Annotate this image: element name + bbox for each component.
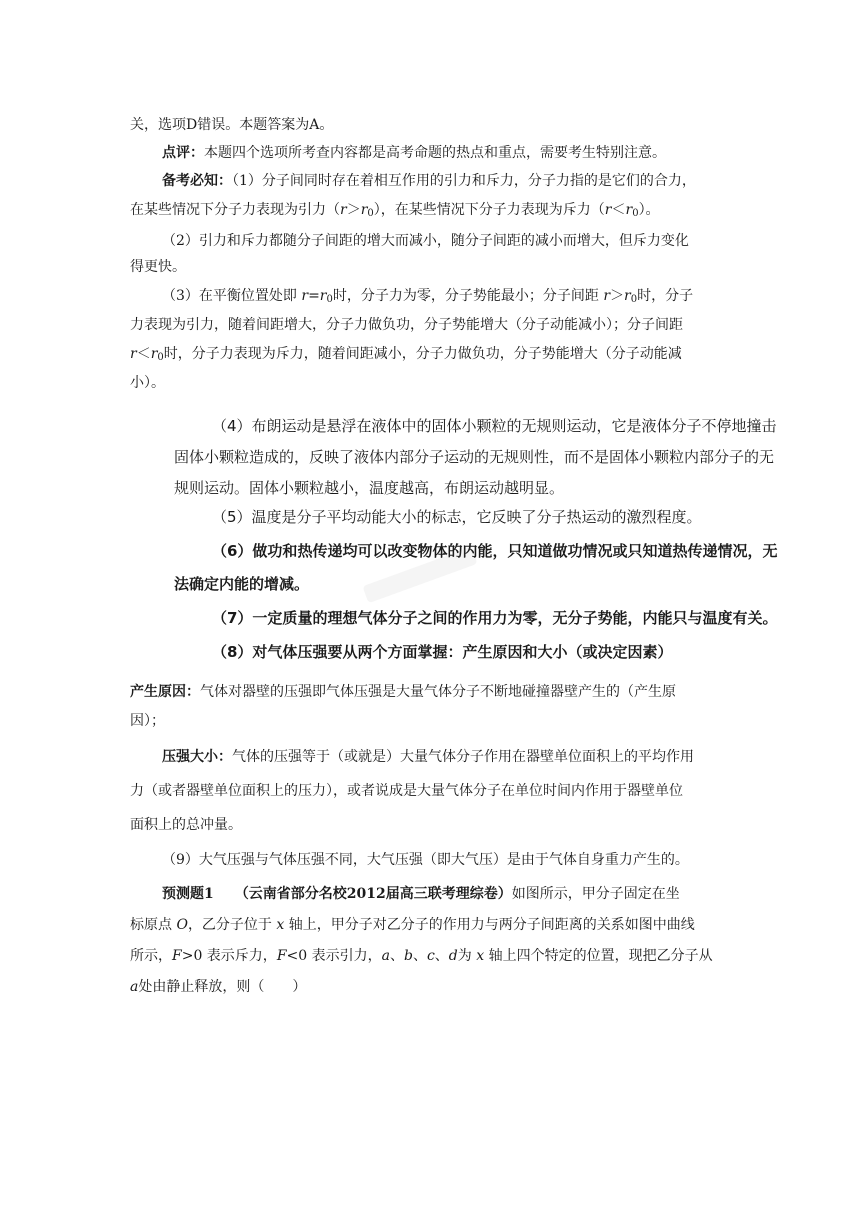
sub-0: 0 [632, 208, 639, 219]
must-know-label: 备考必知： [162, 173, 232, 189]
paragraph-point-1-line-2 [130, 201, 660, 223]
prediction-text-d: 所示， [130, 948, 172, 964]
paragraph-point-1-line-1 [162, 172, 696, 190]
paragraph-point-3-line-2 [130, 316, 683, 334]
var-r0: r [360, 202, 368, 218]
var-F: F [276, 948, 287, 964]
lt-sign: ＜ [136, 346, 151, 362]
paragraph-point-4-line-2 [174, 448, 774, 466]
var-d: d [448, 948, 458, 964]
point-1-text: （1）分子间同时存在着相互作用的引力和斥力，分子力指的是它们的合力， [232, 173, 696, 189]
point-4-text: （4）布朗运动是悬浮在液体中的固体小颗粒的无规则运动，它是液体分子不停地撞击 [212, 417, 777, 435]
gt-sign: ＞ [610, 288, 625, 304]
point-4-text-line3: 规则运动。固体小颗粒越小，温度越高，布朗运动越明显。 [174, 479, 565, 497]
cause-text-line2: 因）； [130, 713, 165, 729]
prediction-text: 如图所示，甲分子固定在坐 [511, 886, 680, 902]
var-b: b [403, 948, 413, 964]
eq-sign: = [308, 288, 320, 304]
point-3-text-c: 时，分子 [637, 288, 694, 304]
magnitude-text: 气体的压强等于（或就是）大量气体分子作用在器壁单位面积上的平均作用 [232, 749, 694, 765]
var-r0: r [319, 288, 327, 304]
paragraph-point-8 [212, 643, 672, 661]
var-r0: r [625, 202, 633, 218]
paragraph-answer-conclusion [130, 116, 333, 134]
comment-text: 本题四个选项所考查内容都是高考命题的热点和重点，需要考生特别注意。 [204, 145, 666, 161]
separator: 、 [434, 948, 449, 964]
paragraph-point-3-line-4 [130, 374, 165, 392]
prediction-text-h: 轴上四个特定的位置，现把乙分子从 [484, 948, 713, 964]
var-r: r [301, 288, 309, 304]
point-7-text: （7）一定质量的理想气体分子之间的作用力为零，无分子势能，内能只与温度有关。 [212, 609, 778, 627]
paragraph-magnitude-line-2 [130, 782, 683, 800]
var-x: x [276, 917, 285, 933]
sub-0: 0 [326, 294, 333, 305]
point-2-text-cont: 得更快。 [130, 259, 186, 275]
point-4-text-line2: 固体小颗粒造成的，反映了液体内部分子运动的无规则性，而不是固体小颗粒内部分子的无 [174, 448, 775, 466]
paragraph-point-3-line-1 [162, 287, 693, 309]
paragraph-magnitude-line-1 [162, 748, 694, 766]
var-r: r [603, 288, 611, 304]
sub-0: 0 [157, 352, 164, 363]
separator: 、 [412, 948, 427, 964]
paragraph-magnitude-line-3 [130, 816, 242, 834]
paragraph-prediction-line-4 [130, 978, 306, 996]
paragraph-point-6-line-2 [174, 575, 309, 593]
point-9-text: （9）大气压强与气体压强不同，大气压强（即大气压）是由于气体自身重力产生的。 [162, 852, 689, 868]
paragraph-cause-line-1 [130, 683, 676, 701]
prediction-label: 预测题1 （云南省部分名校2012届高三联考理综卷） [162, 886, 512, 902]
paragraph-point-6-line-1 [212, 542, 777, 560]
point-1-text-c: ）。 [638, 202, 660, 218]
magnitude-text-line2: 力（或者器壁单位面积上的压力），或者说成是大量气体分子在单位时间内作用于器壁单位 [130, 783, 683, 799]
prediction-text-e: >0 表示斥力， [181, 948, 277, 964]
cause-label: 产生原因： [130, 684, 200, 700]
var-r0: r [624, 288, 631, 304]
paragraph-point-5 [212, 508, 702, 526]
paragraph-point-4-line-3 [174, 479, 564, 497]
var-r0: r [150, 346, 158, 362]
separator: 、 [389, 948, 404, 964]
var-r: r [340, 202, 347, 218]
point-1-text-b: ），在某些情况下分子力表现为斥力（ [373, 202, 605, 218]
var-F: F [172, 948, 182, 964]
sub-0: 0 [630, 294, 638, 305]
prediction-text-g: 为 [457, 948, 477, 964]
magnitude-label: 压强大小： [162, 749, 232, 765]
point-1-text-a: 在某些情况下分子力表现为引力（ [130, 202, 340, 218]
var-a: a [130, 979, 139, 995]
prediction-text-f: <0 表示引力， [286, 948, 382, 964]
paragraph-point-4-line-1 [212, 417, 777, 435]
prediction-text-a: 标原点 [130, 917, 177, 933]
var-a: a [381, 948, 390, 964]
paragraph-point-2-line-1 [162, 232, 689, 250]
prediction-text-c: 轴上，甲分子对乙分子的作用力与两分子间距离的关系如图中曲线 [284, 917, 695, 933]
point-2-text: （2）引力和斥力都随分子间距的增大而减小，随分子间距的减小而增大，但斥力变化 [162, 233, 689, 249]
point-3-text-line3: 时，分子力表现为斥力，随着间距减小，分子力做负功，分子势能增大（分子动能减 [163, 346, 682, 362]
var-r: r [604, 202, 612, 218]
cause-text: 气体对器壁的压强即气体压强是大量气体分子不断地碰撞器壁产生的（产生原 [200, 684, 676, 700]
var-r: r [130, 346, 137, 362]
point-3-text-line2: 力表现为引力，随着间距增大，分子力做负功，分子势能增大（分子动能减小）；分子间距 [130, 317, 683, 333]
point-5-text: （5）温度是分子平均动能大小的标志，它反映了分子热运动的激烈程度。 [212, 508, 702, 526]
point-3-text-line4: 小）。 [130, 375, 165, 391]
paragraph-point-9 [162, 851, 689, 869]
sub-0: 0 [367, 208, 374, 219]
point-3-text-b: 时，分子力为零，分子势能最小；分子间距 [332, 288, 604, 304]
paragraph-point-7 [212, 609, 777, 627]
paragraph-cause-line-2 [130, 712, 165, 730]
var-O: O [176, 917, 188, 933]
paragraph-prediction-line-3 [130, 947, 713, 965]
paragraph-point-2-line-2 [130, 258, 186, 276]
var-x: x [476, 948, 485, 964]
point-6-text-line2: 法确定内能的增减。 [174, 575, 310, 593]
var-c: c [426, 948, 435, 964]
paragraph-prediction-line-2 [130, 916, 695, 934]
paragraph-comment [162, 144, 666, 162]
point-6-text: （6）做功和热传递均可以改变物体的内能，只知道做功情况或只知道热传递情况，无 [212, 542, 778, 560]
comment-label: 点评： [162, 145, 204, 161]
point-8-text: （8）对气体压强要从两个方面掌握：产生原因和大小（或决定因素） [212, 643, 673, 661]
answer-text: 关，选项D错误。本题答案为A。 [130, 117, 334, 133]
gt-sign: ＞ [346, 202, 361, 218]
prediction-text-b: ，乙分子位于 [187, 917, 277, 933]
paragraph-prediction-line-1 [162, 885, 680, 903]
magnitude-text-line3: 面积上的总冲量。 [130, 817, 242, 833]
paragraph-point-3-line-3 [130, 345, 682, 367]
lt-sign: ＜ [611, 202, 626, 218]
point-3-text-a: （3）在平衡位置处即 [162, 288, 302, 304]
prediction-text-i: 处由静止释放，则（ ） [138, 979, 307, 995]
